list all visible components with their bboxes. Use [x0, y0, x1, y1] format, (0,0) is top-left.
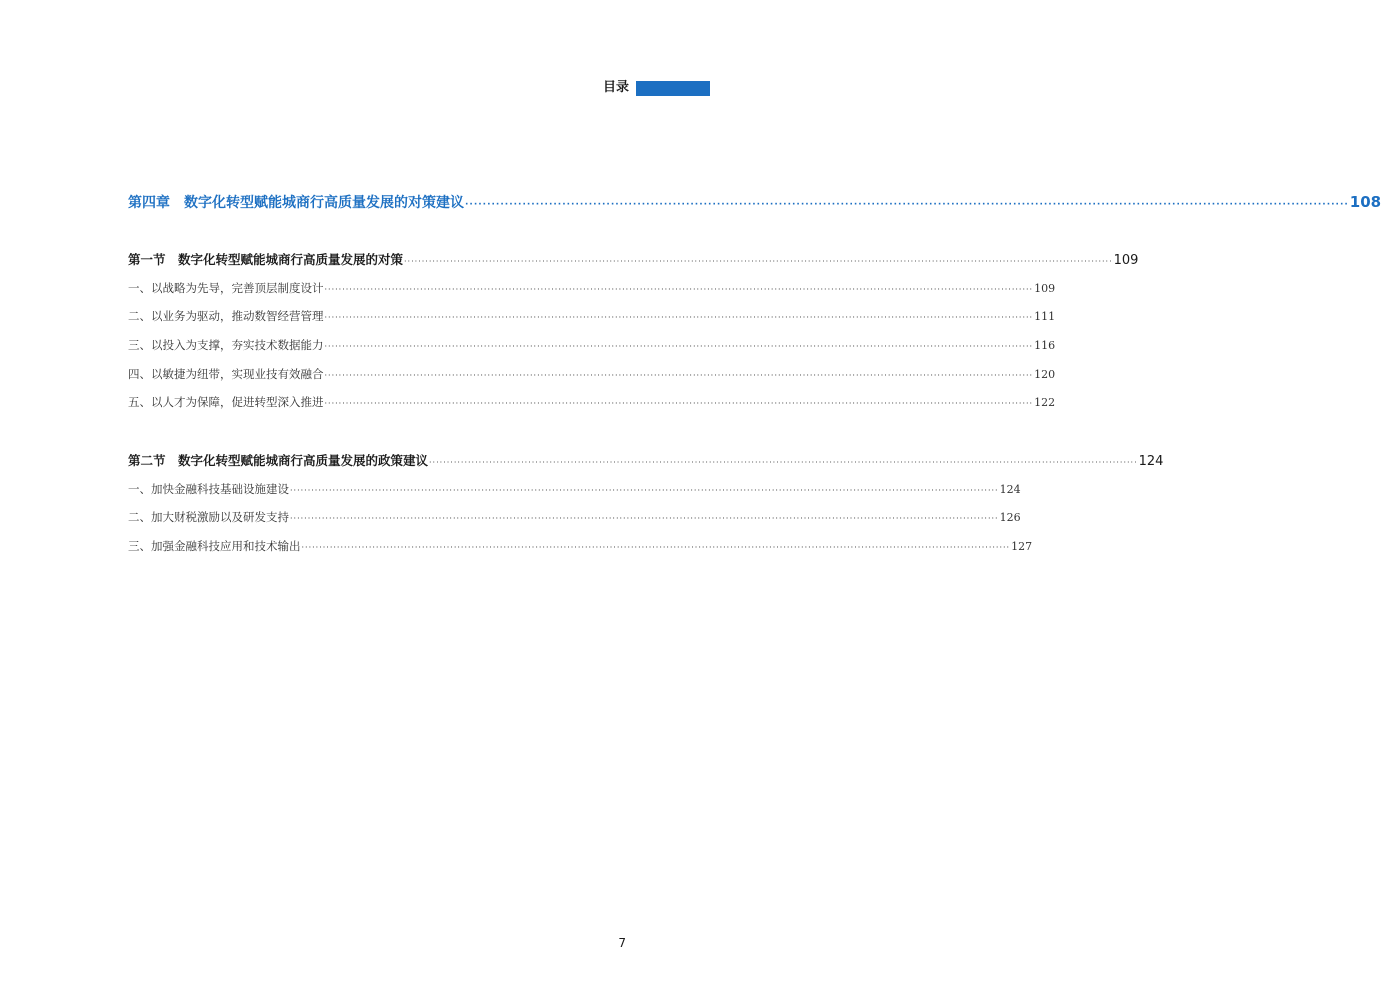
dot-leader: ········································································································································································································: [324, 342, 1034, 351]
toc-item-entry[interactable]: [128, 337, 1056, 353]
item-title: 二、以业务为驱动，推动数智经营管理: [128, 309, 324, 323]
toc-section-entry[interactable]: [128, 250, 1139, 268]
item-page-number: 111: [1034, 310, 1056, 323]
item-page-number: 122: [1034, 396, 1056, 409]
dot-leader: ········································································································································································································: [290, 514, 999, 523]
item-page-number: 124: [999, 483, 1021, 496]
item-title: 四、以敏捷为纽带，实现业技有效融合: [128, 367, 324, 381]
item-title: 一、加快金融科技基础设施建设: [128, 482, 289, 496]
chapter-page-number: 108: [1349, 193, 1381, 211]
item-title: 二、加大财税激励以及研发支持: [128, 510, 289, 524]
toc-item-entry[interactable]: [128, 538, 1033, 554]
dot-leader: ········································································································································································································: [324, 371, 1034, 380]
header-accent-bar: [636, 81, 710, 96]
chapter-title: 第四章 数字化转型赋能城商行高质量发展的对策建议: [128, 195, 464, 211]
section-title: 第二节 数字化转型赋能城商行高质量发展的政策建议: [128, 453, 429, 468]
dot-leader: ········································································································································································································: [429, 458, 1138, 467]
toc-item-entry[interactable]: [128, 308, 1056, 324]
toc-item-entry[interactable]: [128, 366, 1056, 382]
dot-leader: ········································································································································································································: [404, 257, 1113, 266]
dot-leader: ········································································································································································································: [324, 399, 1034, 408]
section-title: 第一节 数字化转型赋能城商行高质量发展的对策: [128, 252, 404, 267]
section-page-number: 109: [1113, 253, 1139, 268]
toc-item-entry[interactable]: [128, 280, 1056, 296]
page-number: 7: [618, 936, 626, 950]
dot-leader: ········································································································································································································: [290, 486, 999, 495]
item-page-number: 126: [999, 511, 1021, 524]
item-title: 三、以投入为支撑，夯实技术数据能力: [128, 338, 324, 352]
toc-chapter-entry[interactable]: [128, 192, 1381, 212]
item-title: 一、以战略为先导，完善顶层制度设计: [128, 281, 324, 295]
toc-item-entry[interactable]: [128, 481, 1021, 497]
item-page-number: 109: [1034, 282, 1056, 295]
item-title: 五、以人才为保障，促进转型深入推进: [128, 395, 324, 409]
item-page-number: 116: [1034, 339, 1056, 352]
header-title: 目录: [602, 80, 629, 95]
dot-leader: ········································································································································································································: [465, 200, 1349, 210]
item-title: 三、加强金融科技应用和技术输出: [128, 539, 301, 553]
toc-section-entry[interactable]: [128, 451, 1164, 469]
dot-leader: ········································································································································································································: [324, 285, 1034, 294]
item-page-number: 120: [1034, 368, 1056, 381]
dot-leader: ········································································································································································································: [324, 313, 1034, 322]
section-page-number: 124: [1138, 454, 1164, 469]
item-page-number: 127: [1011, 540, 1033, 553]
toc-item-entry[interactable]: [128, 394, 1056, 410]
dot-leader: ········································································································································································································: [301, 543, 1011, 552]
toc-item-entry[interactable]: [128, 509, 1021, 525]
